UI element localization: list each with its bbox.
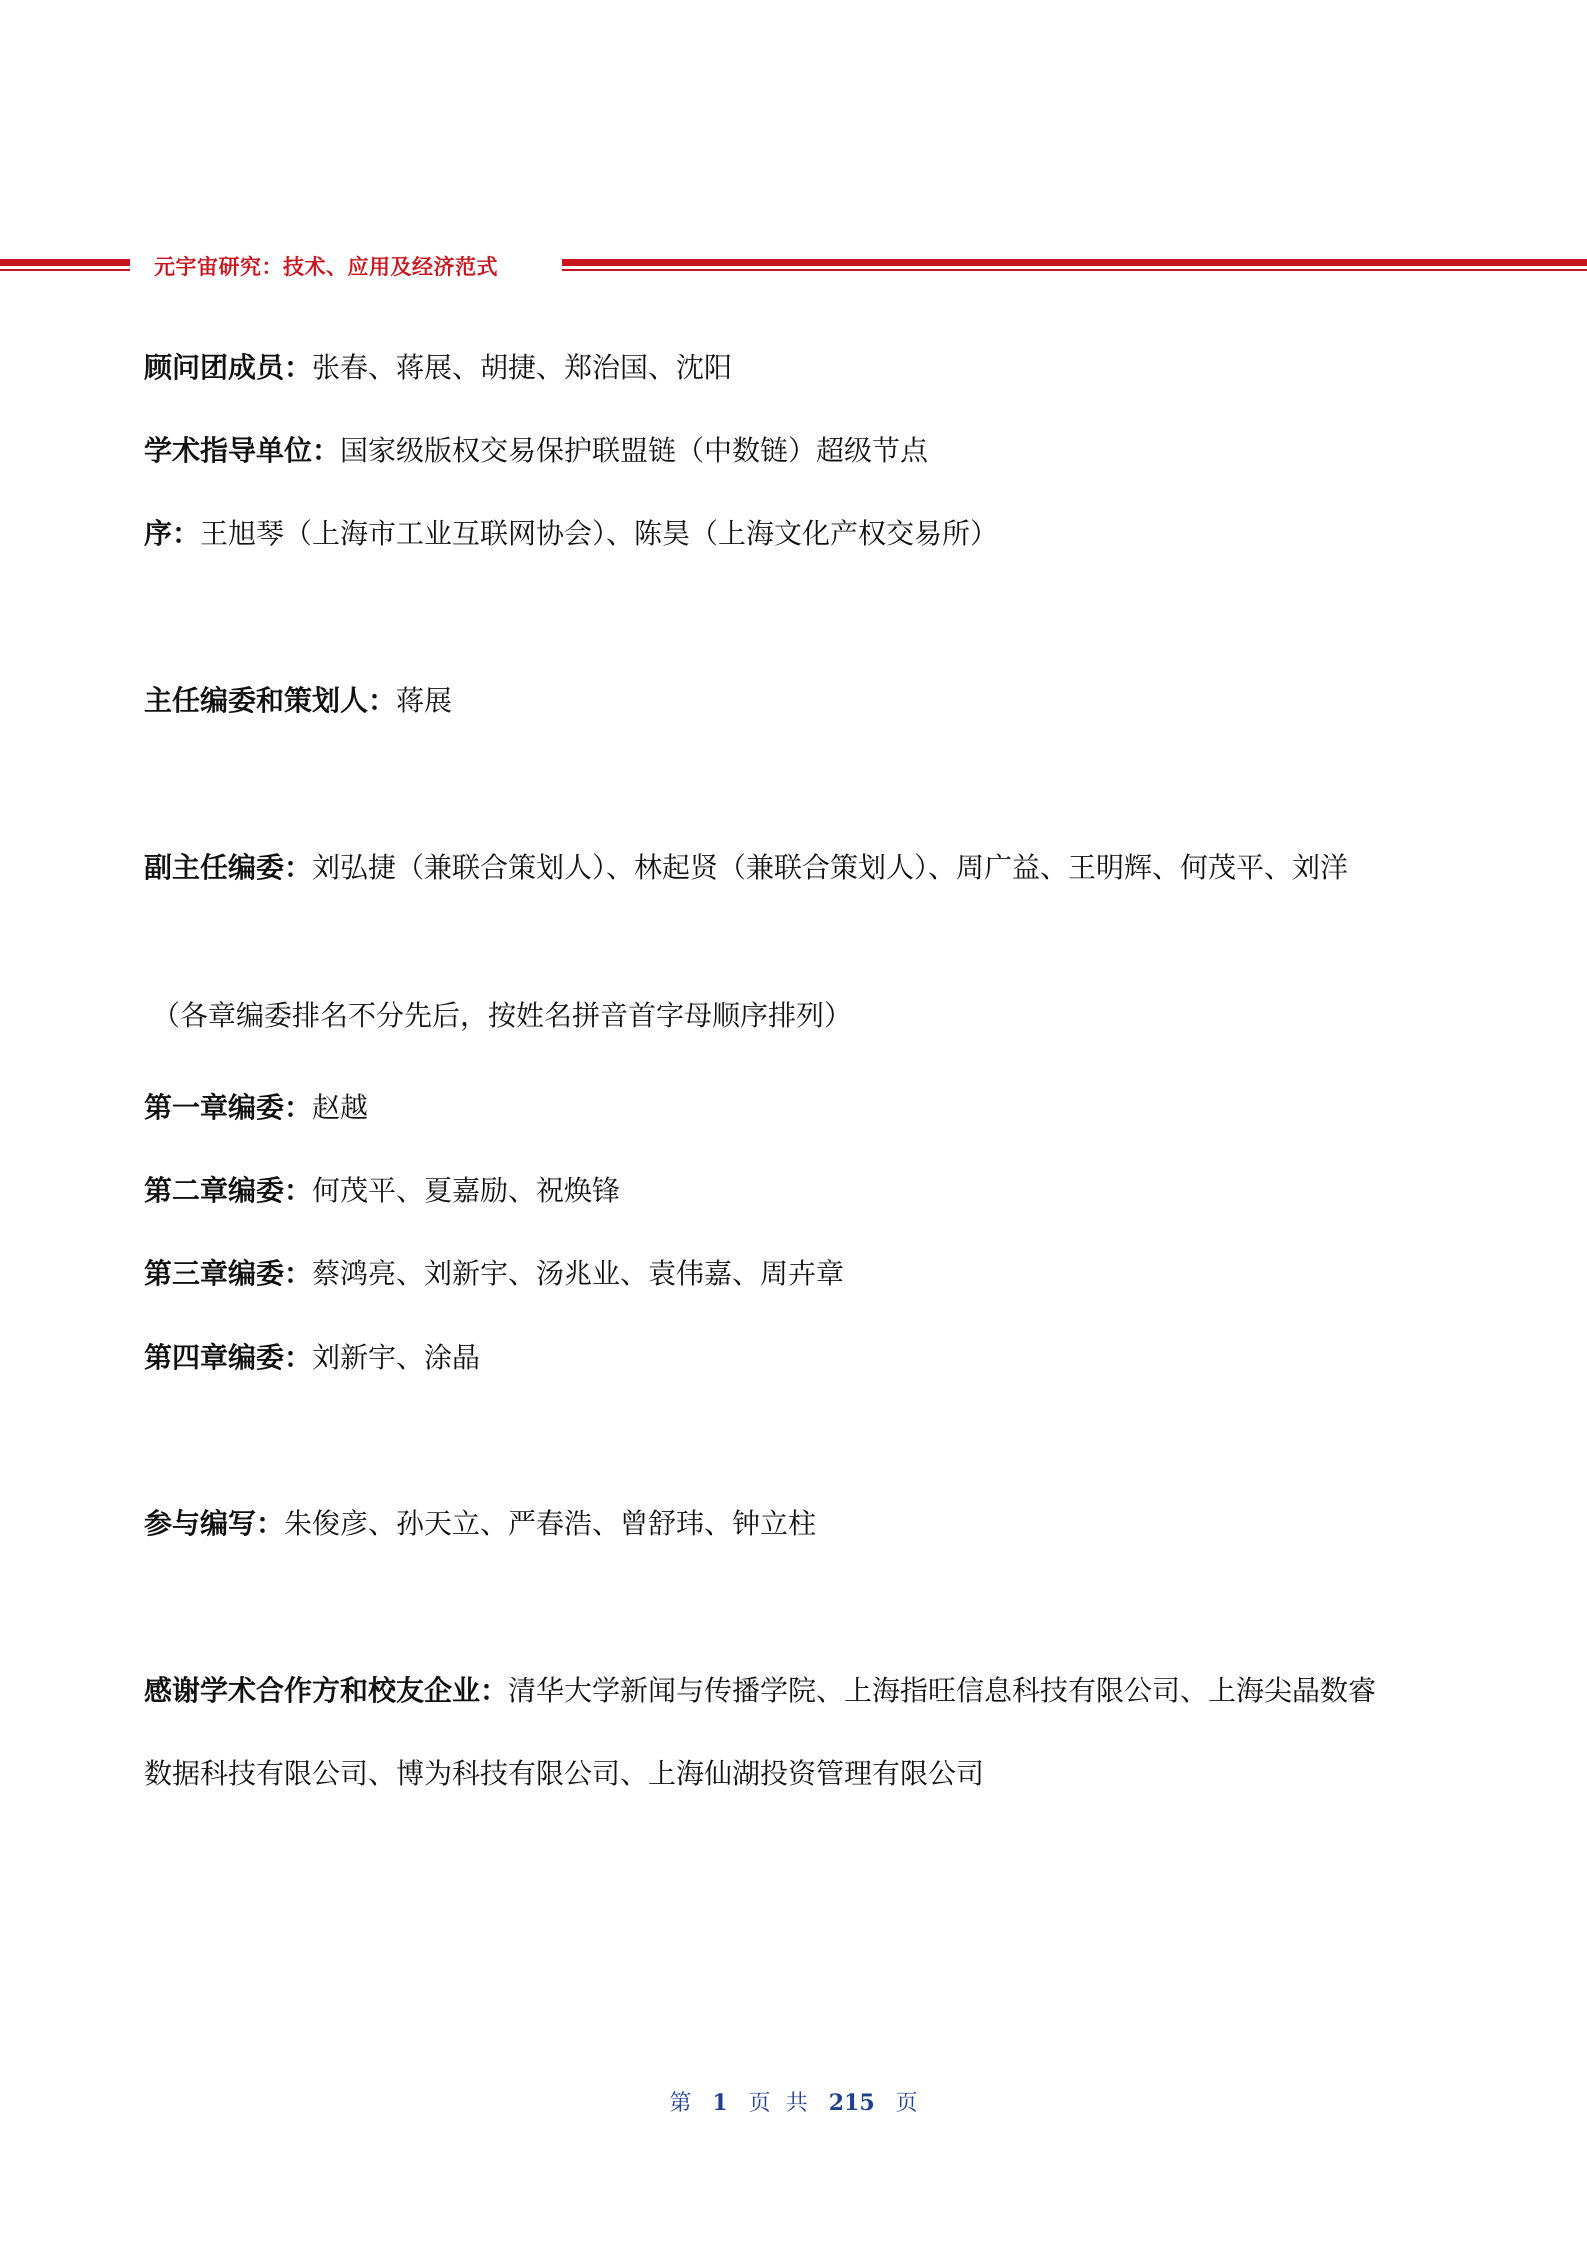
academic-unit-value: 国家级版权交易保护联盟链（中数链）超级节点: [340, 434, 929, 467]
chapter3-label: 第三章编委: [144, 1257, 285, 1290]
chief-editor-line: 主任编委和策划人：蒋展: [144, 684, 453, 717]
thanks-line-1: 感谢学术合作方和校友企业：清华大学新闻与传播学院、上海指旺信息科技有限公司、上海尖晶数睿: [144, 1674, 1377, 1707]
deputy-editors-line: 副主任编委：刘弘捷（兼联合策划人）、林起贤（兼联合策划人）、周广益、王明辉、何茂平、刘洋: [144, 851, 1349, 884]
chief-editor-label: 主任编委和策划人: [144, 684, 369, 717]
advisors-label: 顾问团成员: [144, 351, 285, 384]
page-footer: [0, 2086, 1587, 2117]
preface-value: 王旭琴（上海市工业互联网协会）、陈昊（上海文化产权交易所）: [200, 517, 999, 550]
chapter4-line: 第四章编委：刘新宇、涂晶: [144, 1341, 481, 1374]
chapter1-label: 第一章编委: [144, 1091, 285, 1124]
deputy-editors-label: 副主任编委: [144, 851, 285, 884]
footer-total-pages: 215: [828, 2090, 875, 2116]
thanks-line-2: [144, 1756, 984, 1792]
thanks-value-line2: 数据科技有限公司、博为科技有限公司、上海仙湖投资管理有限公司: [144, 1757, 985, 1790]
chapter1-line: 第一章编委：赵越: [144, 1091, 369, 1124]
header-rule-right: [562, 259, 1587, 271]
page-header: [0, 250, 1587, 284]
ordering-note: （各章编委排名不分先后，按姓名拼音首字母顺序排列）: [152, 999, 853, 1032]
preface-line: 序：王旭琴（上海市工业互联网协会）、陈昊（上海文化产权交易所）: [144, 517, 999, 550]
chapter2-label: 第二章编委: [144, 1174, 285, 1207]
footer-suffix: 页: [895, 2091, 918, 2116]
footer-page-number: 1: [712, 2090, 728, 2116]
contributors-line: 参与编写：朱俊彦、孙天立、严春浩、曾舒玮、钟立柱: [144, 1507, 817, 1540]
advisors-value: 张春、蒋展、胡捷、郑治国、沈阳: [312, 351, 733, 384]
academic-unit-label: 学术指导单位: [144, 434, 313, 467]
chapter3-value: 蔡鸿亮、刘新宇、汤兆业、袁伟嘉、周卉章: [312, 1257, 845, 1290]
chapter3-line: 第三章编委：蔡鸿亮、刘新宇、汤兆业、袁伟嘉、周卉章: [144, 1257, 845, 1290]
footer-page-word: 页: [748, 2091, 771, 2116]
preface-label: 序: [144, 517, 173, 550]
chapter1-value: 赵越: [312, 1091, 369, 1124]
header-rule-left: [0, 259, 130, 271]
deputy-editors-value: 刘弘捷（兼联合策划人）、林起贤（兼联合策划人）、周广益、王明辉、何茂平、刘洋: [312, 851, 1349, 884]
advisors-line: 顾问团成员：张春、蒋展、胡捷、郑治国、沈阳: [144, 351, 733, 384]
contributors-label: 参与编写: [144, 1507, 257, 1540]
footer-total-word: 共: [785, 2091, 808, 2116]
thanks-value-line1: 清华大学新闻与传播学院、上海指旺信息科技有限公司、上海尖晶数睿: [508, 1674, 1377, 1707]
header-title: 元宇宙研究：技术、应用及经济范式: [154, 255, 498, 279]
chapter2-value: 何茂平、夏嘉励、祝焕锋: [312, 1174, 621, 1207]
footer-prefix: 第: [669, 2091, 692, 2116]
chapter4-label: 第四章编委: [144, 1341, 285, 1374]
chapter4-value: 刘新宇、涂晶: [312, 1341, 481, 1374]
contributors-value: 朱俊彦、孙天立、严春浩、曾舒玮、钟立柱: [284, 1507, 817, 1540]
academic-unit-line: 学术指导单位：国家级版权交易保护联盟链（中数链）超级节点: [144, 434, 929, 467]
chapter2-line: 第二章编委：何茂平、夏嘉励、祝焕锋: [144, 1174, 621, 1207]
thanks-label: 感谢学术合作方和校友企业: [144, 1674, 481, 1707]
chief-editor-value: 蒋展: [396, 684, 453, 717]
